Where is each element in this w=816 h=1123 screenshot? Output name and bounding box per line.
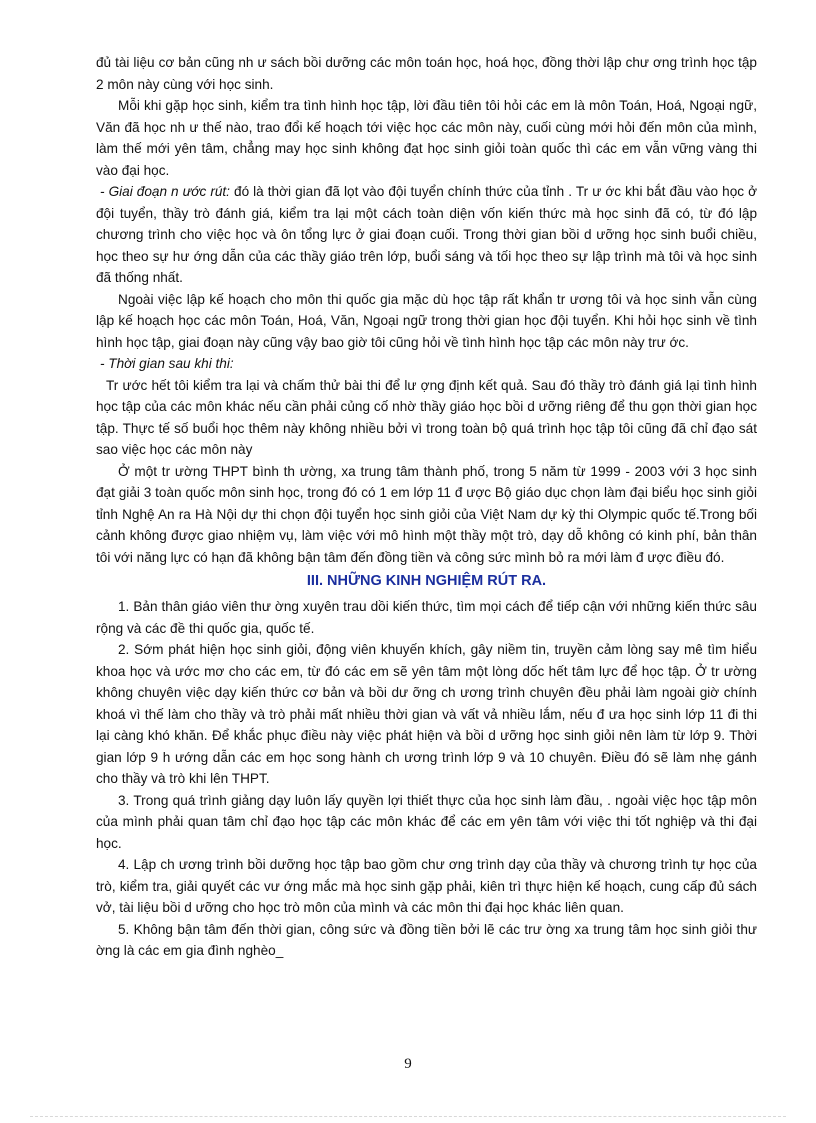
paragraph-planning: Ngoài việc lập kế hoạch cho môn thi quốc gia mặc dù học tập rất khẩn tr ương tôi và học sinh vẫn cùng lập kế hoạch học các môn Toán, Hoá, Văn, Ngoại ngữ trong thời gian học đội tuyển. Khi hỏi học sinh về tình hình học tập, giai đoạn này cũng vậy bao giờ tôi cũng hỏi về tình hình học tập các môn này trư ớc. [96,291,757,350]
section-heading: III. NHỮNG KINH NGHIỆM RÚT RA. [306,573,547,589]
lesson-item-1: 1. Bản thân giáo viên thư ờng xuyên trau dồi kiến thức, tìm mọi cách để tiếp cận với những kiến thức sâu rộng và các đề thi quốc gia, quốc tế. [96,599,757,636]
paragraph-final-phase [96,181,757,289]
paragraph-school-results: Ở một tr ường THPT bình th ường, xa trung tâm thành phố, trong 5 năm từ 1999 - 2003 với 3 học sinh đạt giải 3 toàn quốc môn sinh học, trong đó có 1 em lớp 11 đ ược Bộ giáo dục chọn làm đại biểu học sinh giỏi tỉnh Nghệ An ra Hà Nội dự thi chọn đội tuyển học sinh giỏi của Việt Nam dự kỳ thi Olympic quốc tế.Trong bối cảnh không được giao nhiệm vụ, làm việc với mô hình một thầy một trò, dạy dỗ không có kinh phí, bản thân tôi với năng lực có hạn đã không bận tâm đến đồng tiền và công sức mình bỏ ra mới làm đ ược điều đó. [96,463,757,565]
paragraph-after-exam: Tr ước hết tôi kiểm tra lại và chấm thử bài thi để lư ợng định kết quả. Sau đó thầy trò đánh giá lại tình hình học tập của các môn khác nếu cần phải củng cố nhờ thầy giáo học bồi d ưỡng riêng để thu gọn thời gian học tập. Thực tế số buổi học thêm này không nhiều bởi vì trong toàn bộ quá trình học tập tôi cũng đã chỉ đạo sát sao việc học các môn này [96,377,757,457]
phase-text: đó là thời gian đã lọt vào đội tuyển chính thức của tỉnh . Tr ư ớc khi bắt đầu vào học ở đội tuyển, thầy trò đánh giá, kiểm tra lại một cách toàn diện vốn kiến thức mà học sinh đã có, từ đó lập chương trình cho việc học và ôn tổng lực ở giai đoạn cuối. Trong thời gian bồi d ưỡng học sinh buổi chiều, học theo sự hư ớng dẫn của các thầy giáo trên lớp, buổi sáng và tối học theo sự lập trình mà tôi và học sinh đã thống nhất. [96,184,757,285]
document-body [96,52,757,962]
phase-label: - Giai đoạn n ước rút: [100,184,230,199]
paragraph-meeting-students: Mỗi khi gặp học sinh, kiểm tra tình hình học tập, lời đầu tiên tôi hỏi các em là môn Toán, Hoá, Ngoại ngữ, Văn đã học nh ư thế nào, trao đổi kế hoạch tới việc học các môn này, cuối cùng mới hỏi đến môn của mình, làm thế mới yên tâm, chẳng may học sinh không đạt học sinh giỏi toàn quốc thì các em vẫn vững vàng thi vào đại học. [96,98,757,178]
lesson-item-3: 3. Trong quá trình giảng dạy luôn lấy quyền lợi thiết thực của học sinh làm đầu, . ngoài việc học tập môn của mình phải quan tâm chỉ đạo học tập các môn khác để các em yên tâm với việc thi tốt nghiệp và thi đại học. [96,792,757,851]
lesson-item-4: 4. Lập ch ương trình bồi dưỡng học tập bao gồm chư ơng trình dạy của thầy và chương trình tự học của trò, kiểm tra, giải quyết các vư ớng mắc mà học sinh gặp phải, kiên trì thực hiện kế hoạch, cung cấp đủ sách vở, tài liệu bồi d ưỡng cho học trò môn của mình và các môn thi đại học khác liên quan. [96,857,757,915]
lesson-item-2: 2. Sớm phát hiện học sinh giỏi, động viên khuyến khích, gây niềm tin, truyền cảm lòng say mê tìm hiểu khoa học và ước mơ cho các em, từ đó các em sẽ yên tâm một lòng dốc hết tâm lực để học tập. Ở tr ường không chuyên việc dạy kiến thức cơ bản và bồi dư ỡng ch ương trình chuyên đều phải làm ngoài giờ chính khoá vì thế làm cho thầy và trò phải mất nhiều thời gian và vất vả nhiều lắm, nếu đ ưa học sinh lớp 11 đi thi lại càng khó khăn. Để khắc phục điều này việc phát hiện và bồi d ưỡng học sinh giỏi nên làm từ lớp 9. Thời gian lớp 9 h ướng dẫn các em học song hành ch ương trình lớp 9 và 10 chuyên. Điều đó sẽ làm nhẹ gánh cho thầy và trò khi lên THPT. [96,642,757,786]
footer-divider [30,1116,786,1117]
paragraph-continuation: đủ tài liệu cơ bản cũng nh ư sách bồi dưỡng các môn toán học, hoá học, đồng thời lập chư ơng trình học tập 2 môn này cùng với học sinh. [96,55,757,92]
page-number: 9 [404,1056,412,1072]
subheading-after-exam: - Thời gian sau khi thi: [100,356,234,371]
lesson-item-5: 5. Không bận tâm đến thời gian, công sức và đồng tiền bởi lẽ các trư ờng xa trung tâm học sinh giỏi thư ờng là các em gia đình nghèo_ [96,921,757,958]
